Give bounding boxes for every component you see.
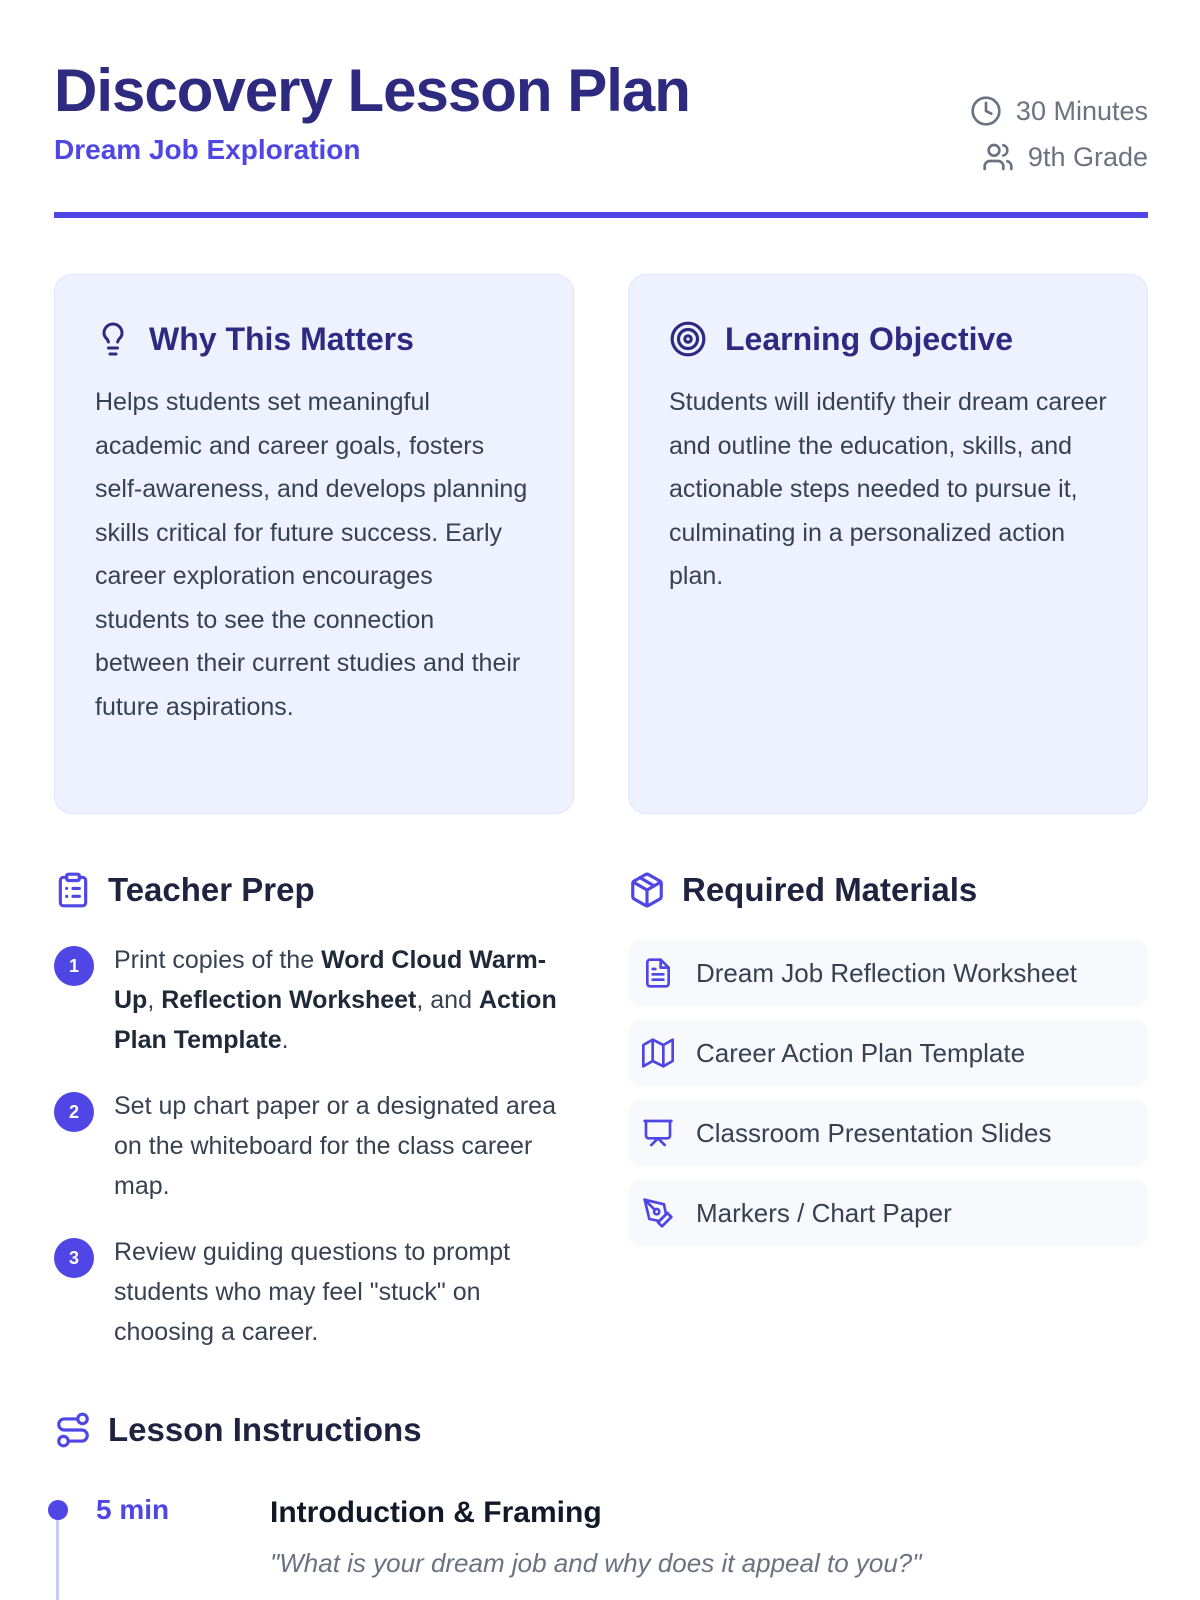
material-item bbox=[628, 1020, 1148, 1086]
target-icon bbox=[669, 320, 707, 358]
learning-objective-card bbox=[628, 274, 1148, 814]
box-icon bbox=[628, 871, 666, 909]
why-this-matters-title: Why This Matters bbox=[149, 320, 414, 357]
material-item bbox=[628, 1100, 1148, 1166]
lesson-plan-page bbox=[54, 0, 1148, 1600]
timeline-line bbox=[56, 1520, 59, 1600]
grade-text: 9th Grade bbox=[1027, 141, 1148, 172]
timeline-dot bbox=[48, 1500, 68, 1520]
material-name: Action Plan Template bbox=[114, 986, 557, 1054]
prep-step-text: . bbox=[281, 1026, 289, 1054]
learning-objective-body: Students will identify their dream career and outline the education, skills, and actionable steps needed to pursue it, culminating in a personalized action plan. bbox=[669, 388, 1107, 590]
duration-meta bbox=[970, 88, 1148, 134]
route-icon bbox=[54, 1411, 92, 1449]
lesson-instructions-title: Lesson Instructions bbox=[108, 1411, 422, 1448]
material-name: Word Cloud Warm-Up bbox=[114, 946, 547, 1014]
material-item bbox=[628, 940, 1148, 1006]
page-subtitle: Dream Job Exploration bbox=[54, 134, 361, 165]
required-materials-title: Required Materials bbox=[682, 871, 978, 908]
prep-step-text: , and bbox=[416, 986, 479, 1014]
step-number-badge: 3 bbox=[54, 1238, 94, 1278]
material-label: Dream Job Reflection Worksheet bbox=[696, 957, 1078, 988]
header bbox=[54, 52, 1148, 222]
prep-step-text: Print copies of the bbox=[114, 946, 322, 974]
prep-step-3 bbox=[54, 1232, 574, 1352]
material-label: Career Action Plan Template bbox=[696, 1037, 1026, 1068]
lesson-instructions-header bbox=[54, 1406, 422, 1454]
document-icon bbox=[642, 957, 674, 989]
learning-objective-header bbox=[669, 315, 1107, 363]
materials-list bbox=[628, 940, 1148, 1260]
step-number-badge: 1 bbox=[54, 946, 94, 986]
why-this-matters-body: Helps students set meaningful academic and career goals, fosters self-awareness, and develops planning skills critical for future success. Early career exploration encourages students to see the connection between their current studies and their future aspirations. bbox=[95, 388, 528, 721]
material-label: Markers / Chart Paper bbox=[696, 1197, 952, 1228]
teacher-prep-list bbox=[54, 940, 574, 1378]
required-materials-header bbox=[628, 866, 977, 914]
why-this-matters-card bbox=[54, 274, 574, 814]
lightbulb-icon bbox=[95, 321, 131, 357]
presentation-icon bbox=[642, 1117, 674, 1149]
header-divider bbox=[54, 212, 1148, 218]
prep-step-text: Set up chart paper or a designated area on the whiteboard for the class career map. bbox=[114, 1092, 556, 1200]
users-icon bbox=[982, 141, 1014, 173]
step-quote: "What is your dream job and why does it appeal to you?" bbox=[270, 1548, 922, 1578]
map-icon bbox=[642, 1037, 674, 1069]
step-title: Introduction & Framing bbox=[270, 1496, 602, 1529]
prep-step-1 bbox=[54, 940, 574, 1060]
page-title: Discovery Lesson Plan bbox=[54, 57, 690, 124]
learning-objective-title: Learning Objective bbox=[725, 320, 1014, 357]
duration-text: 30 Minutes bbox=[1015, 95, 1148, 126]
lesson-meta bbox=[970, 88, 1148, 180]
step-number-badge: 2 bbox=[54, 1092, 94, 1132]
material-item bbox=[628, 1180, 1148, 1246]
step-time: 5 min bbox=[96, 1494, 170, 1525]
material-label: Classroom Presentation Slides bbox=[696, 1117, 1052, 1148]
why-this-matters-header bbox=[95, 315, 533, 363]
prep-step-2 bbox=[54, 1086, 574, 1206]
pen-tool-icon bbox=[642, 1197, 674, 1229]
prep-step-text: Review guiding questions to prompt students who may feel "stuck" on choosing a career. bbox=[114, 1238, 511, 1346]
clipboard-icon bbox=[54, 871, 92, 909]
teacher-prep-header bbox=[54, 866, 315, 914]
prep-step-text: , bbox=[147, 986, 162, 1014]
material-name: Reflection Worksheet bbox=[161, 986, 417, 1014]
grade-meta bbox=[970, 134, 1148, 180]
clock-icon bbox=[970, 95, 1002, 127]
teacher-prep-title: Teacher Prep bbox=[108, 871, 315, 908]
